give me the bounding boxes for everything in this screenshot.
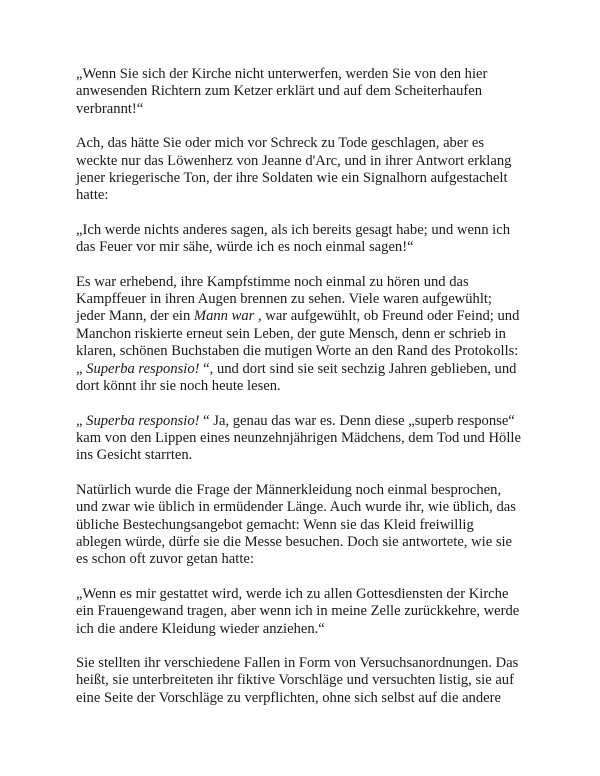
- text-run: heißt, sie unterbreiteten ihr fiktive Vorschläge und versuchten listig, sie auf: [76, 672, 514, 689]
- text-line: [76, 222, 536, 239]
- paragraph-7: [76, 586, 536, 638]
- text-line: [76, 499, 536, 516]
- text-run: das Feuer vor mir sähe, würde ich es noch einmal sagen!“: [76, 239, 414, 256]
- text-run: klaren, schönen Buchstaben die mutigen Worte an den Rand des Protokolls:: [76, 343, 519, 360]
- text-line: [76, 672, 536, 689]
- text-line: [76, 66, 536, 83]
- text-line: [76, 101, 536, 118]
- text-run: übliche Bestechungsangebot gemacht: Wenn sie das Kleid freiwillig: [76, 516, 474, 533]
- text-line: [76, 361, 536, 378]
- text-line: [76, 326, 536, 343]
- text-line: [76, 308, 536, 325]
- text-line: [76, 343, 536, 360]
- text-run: „Wenn Sie sich der Kirche nicht unterwerfen, werden Sie von den hier: [76, 66, 488, 82]
- text-line: [76, 291, 536, 308]
- text-line: [76, 153, 536, 170]
- paragraph-6: [76, 482, 536, 569]
- text-run: Natürlich wurde die Frage der Männerkleidung noch einmal besprochen,: [76, 481, 502, 498]
- text-run: hatte:: [76, 187, 109, 204]
- text-line: [76, 586, 536, 603]
- text-run: jener kriegerische Ton, der ihre Soldaten wie ein Signalhorn aufgestachelt: [76, 170, 508, 187]
- italic-text: Superba responsio!: [86, 412, 200, 429]
- text-line: [76, 239, 536, 256]
- text-line: [76, 603, 536, 620]
- text-line: [76, 83, 536, 100]
- text-run: weckte nur das Löwenherz von Jeanne d'Arc, und in ihrer Antwort erklang: [76, 152, 512, 169]
- text-run: Ach, das hätte Sie oder mich vor Schreck zu Tode geschlagen, aber es: [76, 135, 484, 152]
- text-run: Sie stellten ihr verschiedene Fallen in Form von Versuchsanordnungen. Das: [76, 654, 519, 671]
- text-run: Es war erhebend, ihre Kampfstimme noch einmal zu hören und das: [76, 273, 469, 290]
- text-line: [76, 430, 536, 447]
- text-line: [76, 170, 536, 187]
- document-page: [76, 66, 536, 724]
- text-run: „: [76, 360, 87, 377]
- text-run: anwesenden Richtern zum Ketzer erklärt und auf dem Scheiterhaufen: [76, 83, 483, 100]
- text-line: [76, 534, 536, 551]
- text-run: verbrannt!“: [76, 100, 144, 117]
- text-line: [76, 413, 536, 430]
- paragraph-2: [76, 135, 536, 205]
- text-run: „Wenn es mir gestattet wird, werde ich zu allen Gottesdiensten der Kirche: [76, 585, 509, 602]
- text-run: ablegen würde, dürfe sie die Messe besuchen. Doch sie antwortete, wie sie: [76, 533, 513, 550]
- text-run: kam von den Lippen eines neunzehnjährigen Mädchens, dem Tod und Hölle: [76, 429, 521, 446]
- text-line: [76, 690, 536, 707]
- text-run: eine Seite der Vorschläge zu verpflichten, ohne sich selbst auf die andere: [76, 689, 501, 706]
- text-run: Manchon riskierte erneut sein Leben, der gute Mensch, denn er schrieb in: [76, 325, 506, 342]
- text-run: ein Frauengewand tragen, aber wenn ich in meine Zelle zurückkehre, werde: [76, 603, 520, 620]
- text-run: und zwar wie üblich in ermüdender Länge. Auch wurde ihr, wie üblich, das: [76, 499, 516, 516]
- text-run: jeder Mann, der ein: [76, 308, 194, 325]
- text-line: [76, 621, 536, 638]
- italic-text: Superba responsio!: [86, 360, 200, 377]
- text-run: dort könnt ihr sie noch heute lesen.: [76, 378, 281, 395]
- text-run: „Ich werde nichts anderes sagen, als ich bereits gesagt habe; und wenn ich: [76, 221, 511, 238]
- text-run: ich die andere Kleidung wieder anziehen.“: [76, 620, 325, 637]
- text-run: ins Gesicht starrten.: [76, 447, 193, 464]
- text-line: [76, 187, 536, 204]
- text-line: [76, 378, 536, 395]
- text-line: [76, 274, 536, 291]
- paragraph-3: [76, 222, 536, 257]
- paragraph-1: [76, 66, 536, 118]
- paragraph-4: [76, 274, 536, 396]
- text-run: , war aufgewühlt, ob Freund oder Feind; und: [254, 308, 520, 325]
- text-line: [76, 482, 536, 499]
- italic-text: Mann war: [193, 308, 255, 325]
- paragraph-5: [76, 413, 536, 465]
- text-run: es schon oft zuvor getan hatte:: [76, 551, 254, 568]
- text-run: “, und dort sind sie seit sechzig Jahren geblieben, und: [199, 360, 517, 377]
- paragraph-8: [76, 655, 536, 707]
- text-run: Kampffeuer in ihren Augen brennen zu sehen. Viele waren aufgewühlt;: [76, 291, 492, 308]
- text-line: [76, 135, 536, 152]
- text-line: [76, 655, 536, 672]
- text-line: [76, 517, 536, 534]
- text-run: „: [76, 412, 87, 429]
- text-line: [76, 551, 536, 568]
- text-run: “ Ja, genau das war es. Denn diese „superb response“: [199, 412, 515, 429]
- text-line: [76, 447, 536, 464]
